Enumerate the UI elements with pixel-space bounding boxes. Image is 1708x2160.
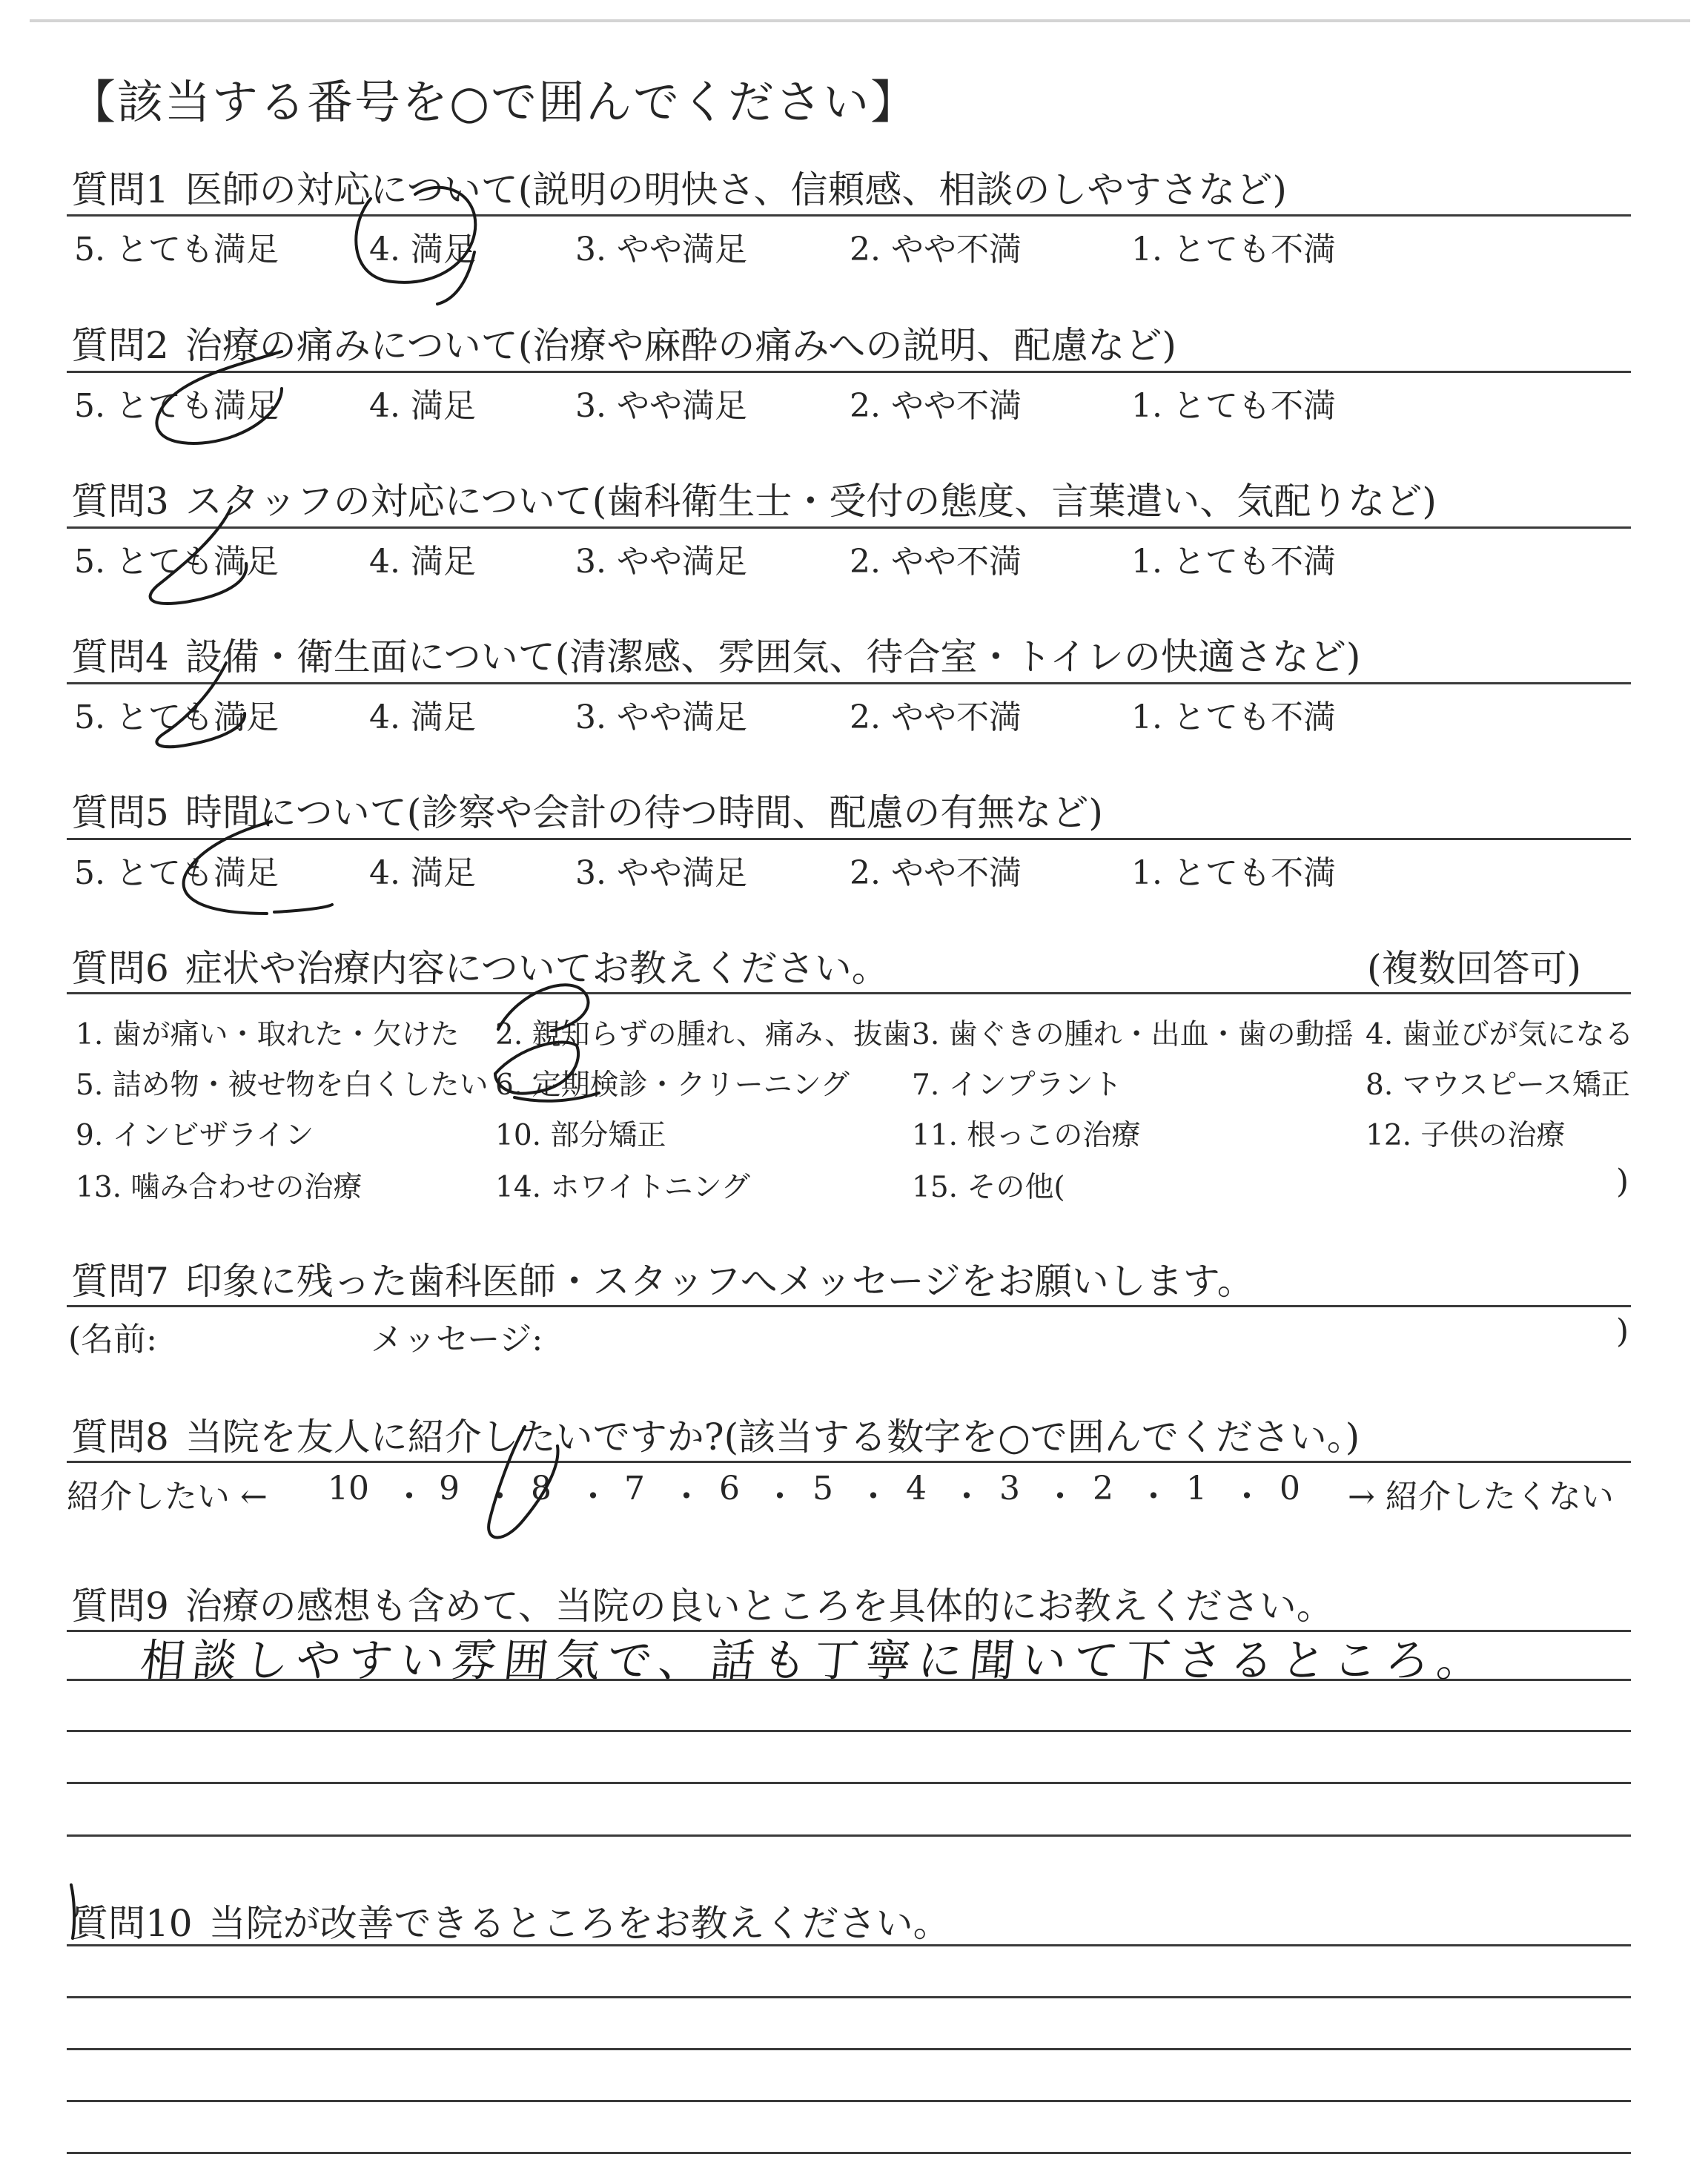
q6-other-close-paren: ) xyxy=(1616,1163,1629,1200)
answer-line xyxy=(67,1730,1631,1732)
question-text: 時間について(診察や会計の待つ時間、配慮の有無など) xyxy=(185,791,1103,834)
question-number: 質問7 xyxy=(71,1260,169,1303)
question-1-rule xyxy=(67,214,1631,217)
scale-separator: ・ xyxy=(764,1478,796,1516)
q2-option-1[interactable]: 1. とても不満 xyxy=(1131,387,1336,425)
q2-option-5[interactable]: 5. とても満足 xyxy=(74,387,279,425)
q6-option-15[interactable]: 15. その他( xyxy=(912,1171,1065,1204)
q4-option-5[interactable]: 5. とても満足 xyxy=(74,698,279,736)
answer-line xyxy=(67,1834,1631,1837)
scale-separator: ・ xyxy=(1231,1478,1263,1516)
scale-separator: ・ xyxy=(393,1478,426,1516)
q3-option-3[interactable]: 3. やや満足 xyxy=(575,543,747,581)
q6-option-4[interactable]: 4. 歯並びが気になる xyxy=(1366,1018,1634,1051)
scale-1[interactable]: 1 xyxy=(1186,1470,1207,1507)
question-text: 設備・衛生面について(清潔感、雰囲気、待合室・トイレの快適さなど) xyxy=(185,635,1361,678)
scale-0[interactable]: 0 xyxy=(1280,1470,1300,1507)
question-text: 治療の感想も含めて、当院の良いところを具体的にお教えください。 xyxy=(185,1585,1334,1628)
q4-option-3[interactable]: 3. やや満足 xyxy=(575,698,747,736)
scale-separator: ・ xyxy=(1044,1478,1076,1516)
answer-line xyxy=(67,2048,1631,2050)
not-recommend-label: → 紹介したくない xyxy=(1348,1478,1614,1516)
scale-separator: ・ xyxy=(1137,1478,1170,1516)
scale-5[interactable]: 5 xyxy=(812,1470,833,1507)
q6-option-10[interactable]: 10. 部分矯正 xyxy=(495,1119,666,1152)
q6-option-8[interactable]: 8. マウスピース矯正 xyxy=(1366,1069,1630,1102)
question-3 xyxy=(71,472,1437,525)
scale-separator: ・ xyxy=(483,1478,516,1516)
q6-option-6[interactable]: 6. 定期検診・クリーニング xyxy=(495,1069,850,1102)
multiple-answer-note: (複数回答可) xyxy=(1367,947,1582,990)
question-8-rule xyxy=(67,1461,1631,1463)
question-7 xyxy=(71,1252,1254,1305)
q3-option-4[interactable]: 4. 満足 xyxy=(369,543,476,581)
scale-4[interactable]: 4 xyxy=(906,1470,927,1507)
q5-selection-tail xyxy=(274,905,332,912)
scale-separator: ・ xyxy=(577,1478,609,1516)
q6-option-11[interactable]: 11. 根っこの治療 xyxy=(912,1119,1141,1152)
q1-option-2[interactable]: 2. やや不満 xyxy=(850,231,1022,268)
question-text: 医師の対応について(説明の明快さ、信頼感、相談のしやすさなど) xyxy=(185,168,1287,211)
question-10-rule xyxy=(67,1944,1631,1946)
scale-separator: ・ xyxy=(857,1478,890,1516)
q2-option-3[interactable]: 3. やや満足 xyxy=(575,387,747,425)
answer-line xyxy=(67,2152,1631,2154)
q9-handwritten-answer[interactable]: 相談しやすい雰囲気で、話も丁寧に聞いて下さるところ。 xyxy=(137,1635,1492,1687)
question-number: 質問2 xyxy=(71,324,169,367)
scale-separator: ・ xyxy=(950,1478,983,1516)
question-number: 質問4 xyxy=(71,635,169,678)
q2-option-2[interactable]: 2. やや不満 xyxy=(850,387,1022,425)
question-number: 質問10 xyxy=(71,1902,193,1945)
q6-option-14[interactable]: 14. ホワイトニング xyxy=(495,1171,750,1204)
question-5 xyxy=(71,783,1103,836)
question-text: 当院が改善できるところをお教えください。 xyxy=(208,1902,950,1945)
q6-option-2[interactable]: 2. 親知らずの腫れ、痛み、抜歯 xyxy=(495,1018,912,1051)
q7-close-paren: ) xyxy=(1616,1312,1629,1350)
q1-option-5[interactable]: 5. とても満足 xyxy=(74,231,279,268)
q6-option-13[interactable]: 13. 噛み合わせの治療 xyxy=(76,1171,363,1204)
question-text: 症状や治療内容についてお教えください。 xyxy=(185,947,889,990)
q6-option-12[interactable]: 12. 子供の治療 xyxy=(1366,1119,1566,1152)
scale-9[interactable]: 9 xyxy=(439,1470,460,1507)
q1-option-3[interactable]: 3. やや満足 xyxy=(575,231,747,268)
question-text: 印象に残った歯科医師・スタッフへメッセージをお願いします。 xyxy=(185,1260,1254,1303)
q5-option-1[interactable]: 1. とても不満 xyxy=(1131,854,1336,892)
q6-option-9[interactable]: 9. インビザライン xyxy=(76,1119,314,1152)
question-number: 質問8 xyxy=(71,1416,169,1459)
question-number: 質問9 xyxy=(71,1585,169,1628)
question-10 xyxy=(71,1894,950,1947)
q6-option-7[interactable]: 7. インプラント xyxy=(912,1069,1122,1102)
q3-option-1[interactable]: 1. とても不満 xyxy=(1131,543,1336,581)
scale-10[interactable]: 10 xyxy=(328,1470,369,1507)
message-label: メッセージ: xyxy=(371,1321,543,1358)
scale-6[interactable]: 6 xyxy=(719,1470,740,1507)
answer-line xyxy=(67,1996,1631,1998)
q6-option-3[interactable]: 3. 歯ぐきの腫れ・出血・歯の動揺 xyxy=(912,1018,1354,1051)
q5-option-2[interactable]: 2. やや不満 xyxy=(850,854,1022,892)
q2-option-4[interactable]: 4. 満足 xyxy=(369,387,476,425)
q5-option-3[interactable]: 3. やや満足 xyxy=(575,854,747,892)
question-6 xyxy=(71,939,889,992)
q5-option-4[interactable]: 4. 満足 xyxy=(369,854,476,892)
answer-line xyxy=(67,2100,1631,2102)
q6-option-5[interactable]: 5. 詰め物・被せ物を白くしたい xyxy=(76,1069,489,1102)
question-4 xyxy=(71,627,1360,681)
question-number: 質問3 xyxy=(71,480,169,523)
question-number: 質問6 xyxy=(71,947,169,990)
question-5-rule xyxy=(67,838,1631,840)
scale-8[interactable]: 8 xyxy=(531,1470,552,1507)
answer-line xyxy=(67,1782,1631,1784)
q6-option-1[interactable]: 1. 歯が痛い・取れた・欠けた xyxy=(76,1018,460,1051)
scale-separator: ・ xyxy=(670,1478,703,1516)
q5-option-5[interactable]: 5. とても満足 xyxy=(74,854,279,892)
question-2 xyxy=(71,316,1176,369)
question-7-rule xyxy=(67,1305,1631,1307)
q3-option-2[interactable]: 2. やや不満 xyxy=(850,543,1022,581)
scale-3[interactable]: 3 xyxy=(999,1470,1020,1507)
question-4-rule xyxy=(67,682,1631,684)
question-3-rule xyxy=(67,526,1631,529)
question-text: 治療の痛みについて(治療や麻酔の痛みへの説明、配慮など) xyxy=(185,324,1176,367)
q3-option-5[interactable]: 5. とても満足 xyxy=(74,543,279,581)
question-number: 質問1 xyxy=(71,168,169,211)
question-text: 当院を友人に紹介したいですか?(該当する数字を○で囲んでください。) xyxy=(185,1416,1360,1459)
question-9 xyxy=(71,1576,1334,1630)
top-border xyxy=(30,19,1690,22)
q4-option-1[interactable]: 1. とても不満 xyxy=(1131,698,1336,736)
q1-option-1[interactable]: 1. とても不満 xyxy=(1131,231,1336,268)
q4-option-2[interactable]: 2. やや不満 xyxy=(850,698,1022,736)
question-8 xyxy=(71,1407,1360,1461)
q1-option-4[interactable]: 4. 満足 xyxy=(369,231,476,268)
q4-option-4[interactable]: 4. 満足 xyxy=(369,698,476,736)
question-text: スタッフの対応について(歯科衛生士・受付の態度、言葉遣い、気配りなど) xyxy=(185,480,1437,523)
question-number: 質問5 xyxy=(71,791,169,834)
page-title: 【該当する番号を○で囲んでください】 xyxy=(70,75,918,129)
question-2-rule xyxy=(67,371,1631,373)
scale-2[interactable]: 2 xyxy=(1093,1470,1113,1507)
scale-7[interactable]: 7 xyxy=(624,1470,645,1507)
recommend-label: 紹介したい ← xyxy=(67,1478,268,1516)
name-label: (名前: xyxy=(68,1321,157,1358)
question-6-rule xyxy=(67,992,1631,994)
question-1 xyxy=(71,160,1287,214)
